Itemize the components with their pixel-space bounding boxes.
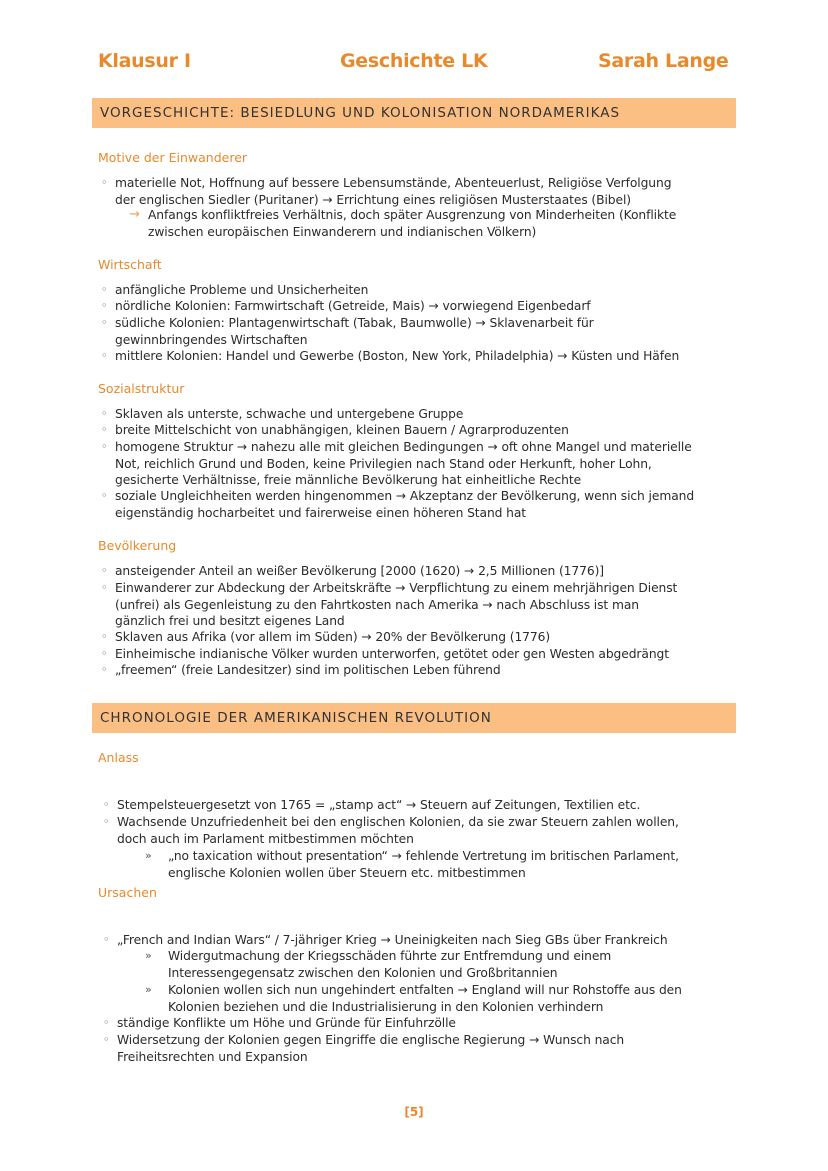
list-item-line: „freemen“ (freie Landesitzer) sind im politischen Leben führend	[115, 663, 501, 677]
list-item-line: „no taxication without presentation“ → fehlende Vertretung im britischen Parlament,	[168, 849, 679, 863]
list-item-line: der englischen Siedler (Puritaner) → Errichtung eines religiösen Musterstaates (Bibel)	[115, 192, 631, 207]
guillemet-bullet-icon: »	[145, 849, 152, 862]
bullet-icon: ◦	[101, 440, 108, 453]
bullet-icon: ◦	[101, 581, 108, 594]
list-item-line: breite Mittelschicht von unabhängigen, kleinen Bauern / Agrarproduzenten	[115, 423, 569, 437]
list-item-line: mittlere Kolonien: Handel und Gewerbe (Boston, New York, Philadelphia) → Küsten und Häfen	[115, 349, 680, 363]
bullet-icon: ◦	[101, 176, 108, 189]
header-subject: Geschichte LK	[340, 50, 488, 72]
list-item-line: Freiheitsrechten und Expansion	[117, 1049, 308, 1064]
arrow-bullet-icon: →	[129, 207, 140, 222]
bullet-icon: ◦	[103, 798, 110, 811]
subheading: Ursachen	[98, 885, 157, 900]
bullet-icon: ◦	[101, 316, 108, 329]
bullet-icon: ◦	[101, 647, 108, 660]
list-item-line: eigenständig hocharbeitet und fairerweise einen höheren Stand hat	[115, 505, 527, 520]
header-exam: Klausur I	[98, 50, 191, 72]
list-item-line: Interessengegensatz zwischen den Kolonien und Großbritannien	[168, 965, 558, 980]
bullet-icon: ◦	[103, 1033, 110, 1046]
list-item-line: südliche Kolonien: Plantagenwirtschaft (Tabak, Baumwolle) → Sklavenarbeit für	[115, 316, 594, 330]
list-item-line: zwischen europäischen Einwanderern und indianischen Völkern)	[148, 224, 537, 239]
list-item-line: nördliche Kolonien: Farmwirtschaft (Getreide, Mais) → vorwiegend Eigenbedarf	[115, 299, 591, 313]
bullet-icon: ◦	[101, 630, 108, 643]
list-item-line: ständige Konflikte um Höhe und Gründe für Einfuhrzölle	[117, 1016, 456, 1030]
section-heading: CHRONOLOGIE DER AMERIKANISCHEN REVOLUTION	[100, 710, 492, 726]
header-author: Sarah Lange	[598, 50, 729, 72]
list-item-line: Sklaven als unterste, schwache und untergebene Gruppe	[115, 407, 464, 421]
guillemet-bullet-icon: »	[145, 983, 152, 996]
bullet-icon: ◦	[101, 564, 108, 577]
list-item-line: Einheimische indianische Völker wurden unterworfen, getötet oder gen Westen abgedrängt	[115, 647, 669, 661]
list-item-line: Kolonien wollen sich nun ungehindert entfalten → England will nur Rohstoffe aus den	[168, 983, 682, 997]
section-heading-bar	[92, 703, 736, 733]
list-item-line: (unfrei) als Gegenleistung zu den Fahrtkosten nach Amerika → nach Abschluss ist man	[115, 597, 639, 612]
list-item-line: materielle Not, Hoffnung auf bessere Lebensumstände, Abenteuerlust, Religiöse Verfolgung	[115, 176, 672, 190]
list-item-line: homogene Struktur → nahezu alle mit gleichen Bedingungen → oft ohne Mangel und materielle	[115, 440, 692, 454]
section-heading: VORGESCHICHTE: BESIEDLUNG UND KOLONISATION NORDAMERIKAS	[100, 105, 621, 121]
list-item-line: Stempelsteuergesetzt von 1765 = „stamp act“ → Steuern auf Zeitungen, Textilien etc.	[117, 798, 641, 812]
list-item-line: Sklaven aus Afrika (vor allem im Süden) → 20% der Bevölkerung (1776)	[115, 630, 551, 644]
list-item-line: Anfangs konfliktfreies Verhältnis, doch später Ausgrenzung von Minderheiten (Konflikte	[148, 208, 677, 222]
list-item-line: doch auch im Parlament mitbestimmen möchten	[117, 831, 414, 846]
bullet-icon: ◦	[101, 283, 108, 296]
bullet-icon: ◦	[101, 423, 108, 436]
bullet-icon: ◦	[103, 933, 110, 946]
guillemet-bullet-icon: »	[145, 949, 152, 962]
subheading: Anlass	[98, 750, 139, 765]
list-item-line: Wachsende Unzufriedenheit bei den englischen Kolonien, da sie zwar Steuern zahlen wollen,	[117, 815, 679, 829]
bullet-icon: ◦	[101, 349, 108, 362]
list-item-line: Widersetzung der Kolonien gegen Eingriffe die englische Regierung → Wunsch nach	[117, 1033, 625, 1047]
subheading: Bevölkerung	[98, 538, 177, 553]
bullet-icon: ◦	[101, 489, 108, 502]
list-item-line: Einwanderer zur Abdeckung der Arbeitskräfte → Verpflichtung zu einem mehrjährigen Dienst	[115, 581, 678, 595]
list-item-line: englische Kolonien wollen über Steuern etc. mitbestimmen	[168, 865, 526, 880]
bullet-icon: ◦	[103, 815, 110, 828]
list-item-line: „French and Indian Wars“ / 7-jähriger Krieg → Uneinigkeiten nach Sieg GBs über Frankreich	[117, 933, 668, 947]
list-item-line: Widergutmachung der Kriegsschäden führte zur Entfremdung und einem	[168, 949, 612, 963]
page-number: [5]	[404, 1105, 424, 1119]
section-heading-bar	[92, 98, 736, 128]
list-item-line: Not, reichlich Grund und Boden, keine Privilegien nach Stand oder Herkunft, hoher Lohn,	[115, 456, 652, 471]
bullet-icon: ◦	[101, 663, 108, 676]
list-item-line: gewinnbringendes Wirtschaften	[115, 332, 308, 347]
list-item-line: Kolonien beziehen und die Industrialisierung in den Kolonien verhindern	[168, 999, 604, 1014]
bullet-icon: ◦	[101, 299, 108, 312]
subheading: Sozialstruktur	[98, 381, 185, 396]
subheading: Wirtschaft	[98, 257, 162, 272]
bullet-icon: ◦	[103, 1016, 110, 1029]
list-item-line: gesicherte Verhältnisse, freie männliche Bevölkerung hat einheitliche Rechte	[115, 473, 582, 488]
list-item-line: soziale Ungleichheiten werden hingenommen → Akzeptanz der Bevölkerung, wenn sich jemand	[115, 489, 695, 503]
bullet-icon: ◦	[101, 407, 108, 420]
list-item-line: gänzlich frei und besitzt eigenes Land	[115, 614, 345, 629]
list-item-line: anfängliche Probleme und Unsicherheiten	[115, 283, 369, 297]
subheading: Motive der Einwanderer	[98, 150, 248, 165]
list-item-line: ansteigender Anteil an weißer Bevölkerung [2000 (1620) → 2,5 Millionen (1776)]	[115, 564, 604, 578]
